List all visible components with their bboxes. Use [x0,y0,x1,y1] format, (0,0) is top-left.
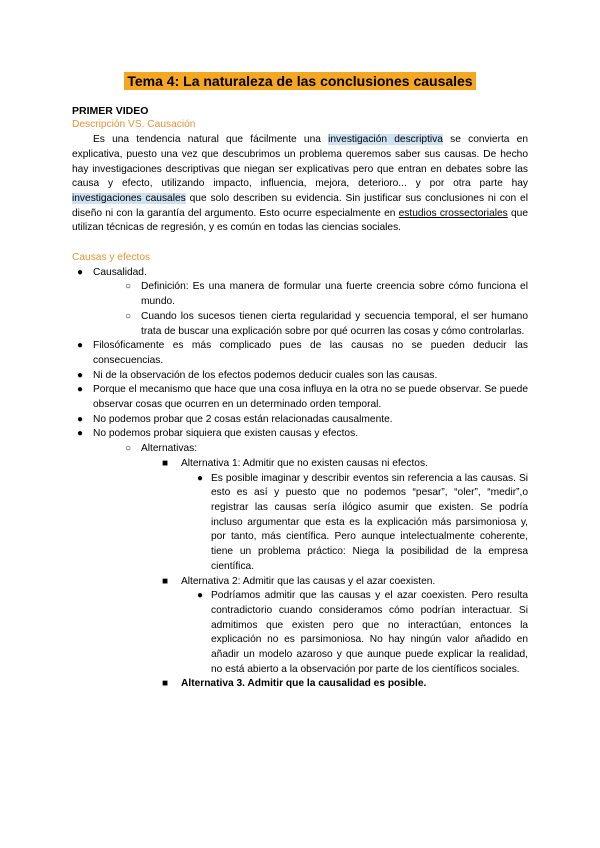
list-item: ● Filosóficamente es más complicado pues de las causas no se pueden deducir las consecuencias. [77,340,528,366]
underlined-term: estudios crossectoriales [398,207,508,219]
list-item: ■ Alternativa 2: Admitir que las causas y el azar coexisten. [162,575,436,587]
highlight-causales: investigaciones causales [72,192,186,204]
list-item: ○ Alternativas: [125,443,198,455]
list-item: ● Podríamos admitir que las causas y el azar coexisten. Pero resulta contradictorio cuando consideramos cómo podrían interactuar. Si admitimos que existen pero que no interactúan, entonces la explicación no es parsimoniosa. No hay ningún valor añadido en añadir un modelo azaroso y que aunque puede explicar la realidad, no está abierto a la observación por parte de los científicos sociales. [197,590,528,675]
list-item: ■ Alternativa 3. Admitir que la causalidad es posible. [162,678,427,690]
subheading-causas: Causas y efectos [72,252,151,264]
document-page [72,72,528,692]
list-item: ● Causalidad. [77,266,147,278]
list-item: ● No podemos probar siquiera que existen causas y efectos. [77,428,359,440]
list-item: ○ Definición: Es una manera de formular una fuerte creencia sobre cómo funciona el mundo. [125,281,528,308]
paragraph-descripcion: Es una tendencia natural que fácilmente una investigación descriptiva se convierta en explicativa, puesto una vez que descubrimos un problema queremos saber sus causas. De hecho hay investigaciones descriptivas que niegan ser explicativas pero que entran en debates sobre las causa y efecto, utilizando impacto, influencia, mejora, deterioro... y por otra parte hay investigaciones causales que solo describen su evidencia. Sin justificar sus conclusiones ni con el diseño ni con la garantía del argumento. Esto ocurre especialmente en estudios crossectoriales que utilizan técnicas de regresión, y es común en todas las ciencias sociales. [72,134,528,234]
list-item: ● Porque el mecanismo que hace que una cosa influya en la otra no se puede observar. Se puede observar cosas que ocurren en un determinado orden temporal. [77,384,528,411]
list-item: ● Es posible imaginar y describir eventos sin referencia a las causas. Si esto es así y puesto que no podemos “pesar”, “oler”, “medir”,o registrar las causas sería ilógico asumir que existen. Se podría incluso argumentar que esta es la explicación más parsimoniosa y, por tanto, más científica. Pero aunque intelectualmente coherente, tiene un problema práctico: Niega la posibilidad de la empresa científica. [197,472,528,572]
bullet-list [72,266,528,692]
subheading-descripcion: Descripción VS. Causación [72,119,196,131]
list-item: ■ Alternativa 1: Admitir que no existen causas ni efectos. [162,457,428,469]
page-title: Tema 4: La naturaleza de las conclusiones causales [124,72,475,90]
list-item: ● No podemos probar que 2 cosas están relacionadas causalmente. [77,413,393,425]
list-item: ○ Cuando los sucesos tienen cierta regularidad y secuencia temporal, el ser humano trata de buscar una explicación sobre por qué ocurren las cosas y cómo controlarlas. [125,310,528,337]
highlight-descriptiva: investigación descriptiva [328,134,443,146]
list-item: ● Ni de la observación de los efectos podemos deducir cuales son las causas. [77,369,438,381]
section-heading: PRIMER VIDEO [72,104,149,117]
